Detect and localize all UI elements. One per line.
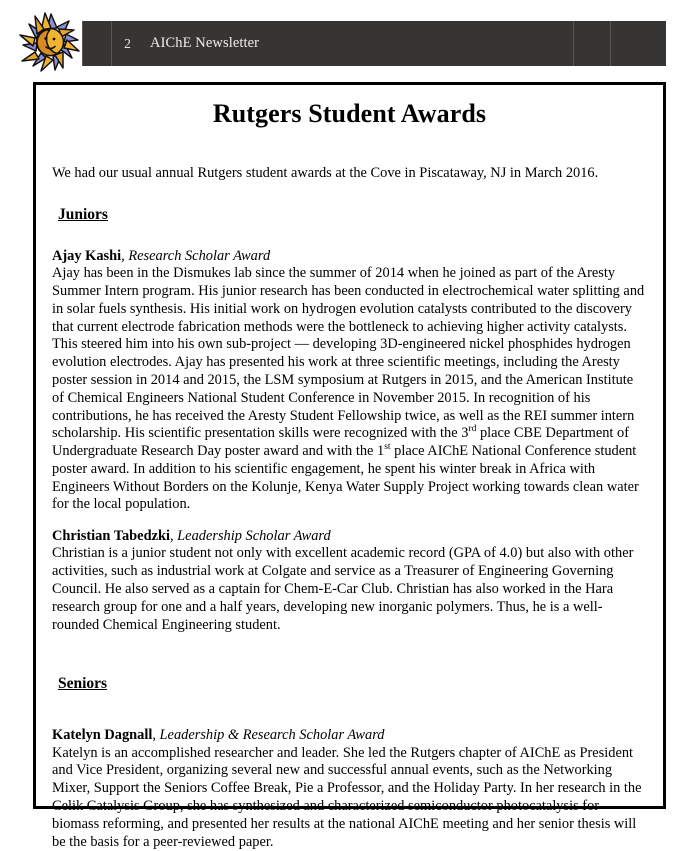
award-person-line bbox=[52, 248, 648, 265]
section-seniors bbox=[51, 651, 648, 693]
header-page-number: 2 bbox=[124, 35, 131, 51]
ordinal-suffix-3rd: rd bbox=[468, 424, 477, 435]
bio-text-part-3: place AIChE National Conference student poster award. In addition to his scientific engagement, he spent his winter break in Africa with Engineers Without Borders on the Kolunje, Kenya Water Supply Project working towards clean water for the local population. bbox=[52, 443, 639, 513]
header-divider-left bbox=[82, 21, 83, 66]
header-divider-right-2 bbox=[610, 21, 611, 66]
award-bio: Christian is a junior student not only with excellent academic record (GPA of 4.0) but also with other activities, such as industrial work at Colgate and service as a Treasurer of Engineering Governing Council. He also served as a captain for Chem-E-Car Club. Christian has also worked in the Hara research group for one and a half years, developing new inorganic polymers. Thus, he is a well-rounded Chemical Engineering student. bbox=[52, 545, 634, 633]
name-award-separator: , bbox=[152, 727, 160, 744]
header-divider-right-1 bbox=[573, 21, 574, 66]
name-award-separator: , bbox=[169, 528, 178, 545]
section-heading-seniors: Seniors bbox=[58, 675, 108, 693]
header-publication-title: AIChE Newsletter bbox=[150, 35, 260, 51]
award-person-line bbox=[52, 528, 648, 545]
article-body bbox=[45, 85, 654, 850]
newsletter-header-bar bbox=[82, 21, 666, 66]
award-title: Leadership Scholar Award bbox=[177, 528, 331, 545]
section-heading-juniors: Juniors bbox=[58, 205, 108, 223]
article-page-frame bbox=[33, 82, 666, 850]
sun-face-logo-icon bbox=[19, 11, 82, 73]
section-juniors bbox=[51, 182, 648, 224]
award-entry-katelyn-dagnall bbox=[51, 727, 648, 851]
award-title: Research Scholar Award bbox=[128, 247, 271, 264]
award-entry-christian-tabedzki bbox=[51, 528, 648, 634]
award-bio bbox=[52, 265, 648, 514]
ordinal-suffix-1st: st bbox=[384, 442, 391, 453]
page-title: Rutgers Student Awards bbox=[212, 99, 487, 128]
name-award-separator: , bbox=[121, 247, 129, 264]
award-bio: Katelyn is an accomplished researcher and leader. She led the Rutgers chapter of AIChE as President and Vice President, organizing several new and successful annual events, such as the Networking Mixer, Support the Seniors Coffee Break, Pie a Professor, and the Holiday Party. In her research in the Celik Catalysis Group, she has synthesized and characterized semiconductor photocatalysis for biomass reforming, and presented her results at the national AIChE meeting and her senior thesis will be the basis for a peer-reviewed paper. bbox=[52, 744, 642, 850]
person-name: Christian Tabedzki bbox=[52, 528, 170, 545]
award-entry-ajay-kashi bbox=[51, 248, 648, 514]
bio-text-part-1: Ajay has been in the Dismukes lab since the summer of 2014 when he joined as part of the Aresty Summer Intern program. His junior research has been conducted in electrochemical water splitting and in solar fuels synthesis. His initial work on hydrogen evolution catalysts contributed to the discovery that current electrode fabrication methods were the bottleneck to achieving higher activity catalysts. This steered him into his own sub-project — developing 3D-engineered nickel phosphides hydrogen evolution electrodes. Ajay has presented his work at three scientific meetings, including the Aresty poster session in 2014 and 2015, the LSM symposium at Rutgers in 2015, and the American Institute of Chemical Engineers National Student Conference in November 2015. In recognition of his contributions, he has received the Aresty Student Fellowship twice, as well as the REI summer intern scholarship. His scientific presentation skills were recognized with the 3 bbox=[52, 265, 645, 442]
person-name: Katelyn Dagnall bbox=[52, 727, 153, 744]
bio-text-part-2: place CBE Department of Undergraduate Research Day poster award and with the 1 bbox=[52, 425, 629, 460]
award-person-line bbox=[52, 727, 648, 744]
person-name: Ajay Kashi bbox=[52, 247, 122, 264]
award-title: Leadership & Research Scholar Award bbox=[159, 727, 385, 744]
intro-paragraph: We had our usual annual Rutgers student awards at the Cove in Piscataway, NJ in March 2016. bbox=[52, 165, 599, 181]
